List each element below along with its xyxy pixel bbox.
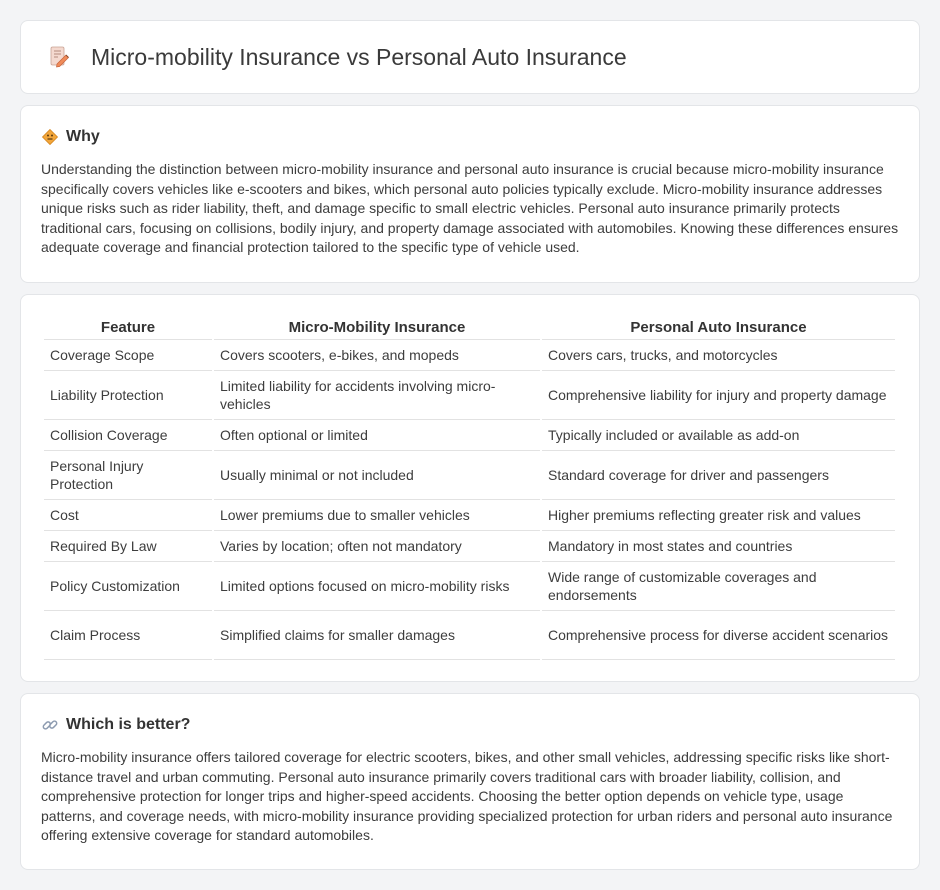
comparison-table [42, 315, 897, 660]
feature-cell: Cost [44, 500, 212, 531]
personal-auto-cell: Typically included or available as add-on [542, 420, 895, 451]
feature-cell: Claim Process [44, 611, 212, 660]
better-title: Which is better? [66, 716, 191, 733]
micro-mobility-cell: Often optional or limited [214, 420, 540, 451]
table-row [44, 371, 895, 420]
link-icon [41, 716, 59, 734]
feature-cell: Liability Protection [44, 371, 212, 420]
micro-mobility-cell: Limited liability for accidents involving micro-vehicles [214, 371, 540, 420]
feature-cell: Coverage Scope [44, 340, 212, 371]
why-title: Why [66, 128, 100, 145]
personal-auto-cell: Higher premiums reflecting greater risk and values [542, 500, 895, 531]
title-card [20, 20, 920, 94]
comparison-section [20, 294, 920, 682]
better-heading [41, 716, 899, 734]
table-row [44, 500, 895, 531]
personal-auto-cell: Mandatory in most states and countries [542, 531, 895, 562]
why-section [20, 105, 920, 283]
table-row [44, 611, 895, 660]
micro-mobility-cell: Simplified claims for smaller damages [214, 611, 540, 660]
micro-mobility-cell: Usually minimal or not included [214, 451, 540, 500]
feature-cell: Policy Customization [44, 562, 212, 611]
table-header-row [44, 315, 895, 340]
which-is-better-section [20, 693, 920, 870]
edit-document-icon [47, 45, 71, 69]
warning-sign-icon [41, 128, 59, 146]
better-paragraph: Micro-mobility insurance offers tailored coverage for electric scooters, bikes, and other small vehicles, addressing specific risks like short-distance travel and urban commuting. Personal auto insurance primarily covers traditional cars with broader liability, collision, and comprehensive protection for longer trips and higher-speed accidents. Choosing the better option depends on vehicle type, usage patterns, and coverage needs, with micro-mobility insurance providing specialized protection for urban riders and personal auto insurance offering extensive coverage for standard automobiles. [41, 749, 893, 843]
micro-mobility-cell: Varies by location; often not mandatory [214, 531, 540, 562]
personal-auto-cell: Standard coverage for driver and passengers [542, 451, 895, 500]
feature-cell: Collision Coverage [44, 420, 212, 451]
personal-auto-cell: Comprehensive liability for injury and property damage [542, 371, 895, 420]
personal-auto-cell: Wide range of customizable coverages and endorsements [542, 562, 895, 611]
header-personal-auto: Personal Auto Insurance [542, 315, 895, 340]
micro-mobility-cell: Covers scooters, e-bikes, and mopeds [214, 340, 540, 371]
why-heading [41, 128, 899, 146]
micro-mobility-cell: Lower premiums due to smaller vehicles [214, 500, 540, 531]
table-row [44, 340, 895, 371]
feature-cell: Required By Law [44, 531, 212, 562]
table-row [44, 562, 895, 611]
page-title: Micro-mobility Insurance vs Personal Auto Insurance [91, 43, 627, 70]
micro-mobility-cell: Limited options focused on micro-mobility risks [214, 562, 540, 611]
personal-auto-cell: Comprehensive process for diverse accident scenarios [542, 611, 895, 660]
why-paragraph: Understanding the distinction between micro-mobility insurance and personal auto insurance is crucial because micro-mobility insurance specifically covers vehicles like e-scooters and bikes, which personal auto policies typically exclude. Micro-mobility insurance addresses unique risks such as rider liability, theft, and damage specific to small electric vehicles. Personal auto insurance primarily protects traditional cars, focusing on collisions, bodily injury, and property damage associated with automobiles. Knowing these differences ensures adequate coverage and financial protection tailored to the specific type of vehicle used. [41, 161, 899, 255]
table-row [44, 451, 895, 500]
personal-auto-cell: Covers cars, trucks, and motorcycles [542, 340, 895, 371]
feature-cell: Personal Injury Protection [44, 451, 212, 500]
table-row [44, 531, 895, 562]
header-micro-mobility: Micro-Mobility Insurance [214, 315, 540, 340]
table-row [44, 420, 895, 451]
header-feature: Feature [44, 315, 212, 340]
